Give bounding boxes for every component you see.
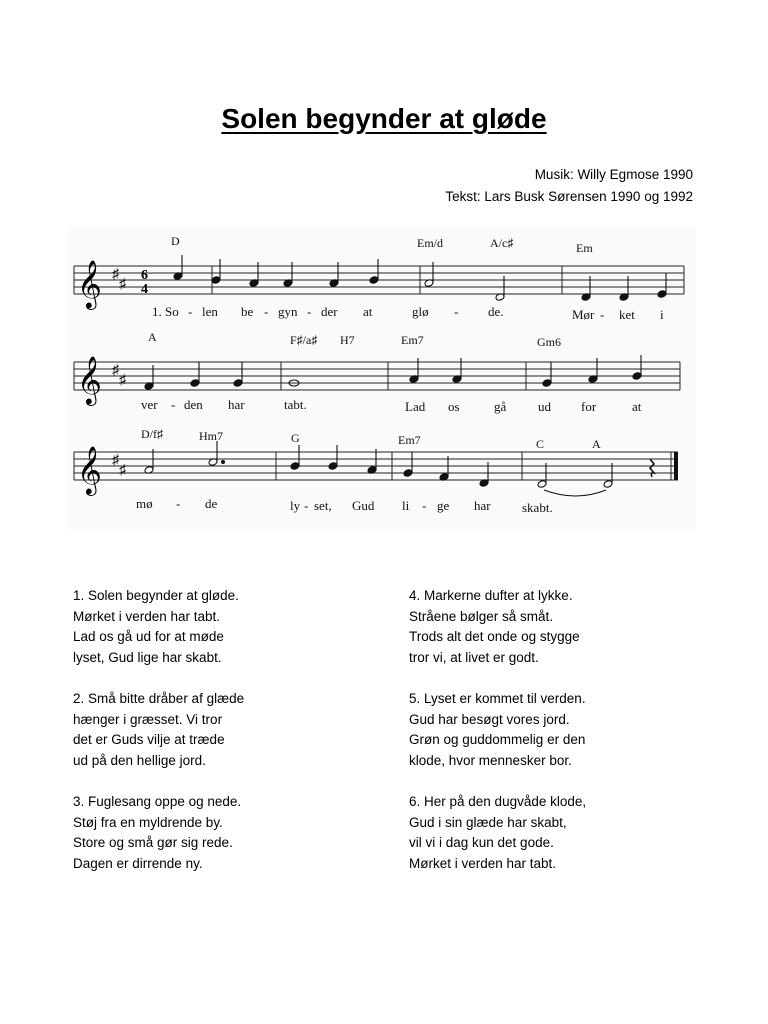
verse-line: tror vi, at livet er godt.	[409, 649, 539, 665]
verse-line: Grøn og guddommelig er den	[409, 732, 586, 748]
verse-line: Store og små gør sig rede.	[73, 835, 233, 851]
lyric-syllable: -	[454, 304, 459, 319]
sharp-c-icon: ♯	[119, 461, 126, 477]
lyric-syllable: Gud	[352, 498, 375, 513]
chord-label: Hm7	[199, 429, 223, 443]
lyric-syllable: ud	[538, 399, 551, 414]
sharp-f-icon: ♯	[112, 361, 119, 377]
verse-line: 5. Lyset er kommet til verden.	[409, 690, 586, 706]
verse-line: det er Guds vilje at træde	[73, 732, 225, 748]
verse-line: 3. Fuglesang oppe og nede.	[73, 793, 242, 809]
staff-3	[74, 427, 678, 515]
verse-line: Dagen er dirrende ny.	[73, 855, 203, 871]
lyric-syllable: -	[307, 304, 312, 319]
lyric-syllable: ge	[437, 498, 450, 513]
treble-clef-icon: 𝄞	[77, 445, 102, 494]
lyric-syllable: os	[448, 399, 460, 414]
lyric-syllable: at	[363, 304, 373, 319]
chord-label: H7	[340, 333, 355, 347]
lyric-syllable: -	[264, 304, 269, 319]
lyric-syllable: de.	[488, 304, 504, 319]
lyric-syllable: li	[402, 498, 410, 513]
lyric-syllable: -	[600, 307, 605, 322]
verse-line: 2. Små bitte dråber af glæde	[73, 690, 245, 706]
lyric-syllable: glø	[412, 304, 429, 319]
lyric-syllable: -	[422, 498, 427, 513]
quarter-rest-icon	[650, 459, 654, 477]
chord-label: Em/d	[417, 236, 443, 250]
staff-2	[74, 330, 680, 414]
sheet-music	[68, 226, 696, 530]
lyric-syllable: set,	[314, 498, 332, 513]
verse-line: 1. Solen begynder at gløde.	[73, 588, 239, 603]
lyric-syllable: -	[304, 498, 309, 513]
lyric-syllable: -	[171, 397, 176, 412]
time-signature-top: 6	[141, 268, 148, 283]
song-title: Solen begynder at gløde	[221, 103, 547, 134]
notes-system-3	[144, 441, 654, 496]
treble-clef-icon: 𝄞	[77, 259, 102, 308]
verse-line: Mørket i verden har tabt.	[73, 608, 221, 624]
text-credit: Tekst: Lars Busk Sørensen 1990 og 1992	[445, 189, 693, 204]
chord-label: A	[592, 437, 601, 451]
verse-6	[409, 792, 586, 874]
chord-label: C	[536, 437, 545, 451]
time-signature-bottom: 4	[141, 282, 148, 297]
verse-line: Stråene bølger så småt.	[409, 608, 554, 624]
sheet-music-svg	[68, 226, 696, 530]
verse-line: ud på den hellige jord.	[73, 752, 206, 768]
lyric-syllable: har	[228, 397, 245, 412]
lyric-syllable: at	[632, 399, 642, 414]
lyric-syllable: len	[202, 304, 218, 319]
verse-line: hænger i græsset. Vi tror	[73, 711, 223, 727]
lyric-syllable: ket	[619, 307, 635, 322]
lyric-syllable: -	[176, 496, 181, 511]
verse-line: 4. Markerne dufter at lykke.	[409, 588, 573, 603]
verse-2	[73, 689, 244, 771]
lyric-syllable: for	[581, 399, 597, 414]
verse-line: Gud har besøgt vores jord.	[409, 711, 570, 727]
verse-line: Mørket i verden har tabt.	[409, 855, 557, 871]
verse-line: vil vi i dag kun det gode.	[409, 835, 554, 851]
chord-label: Em	[576, 241, 593, 255]
chord-label: D/f♯	[141, 427, 163, 441]
staff-1	[74, 234, 684, 322]
verse-4	[409, 586, 586, 668]
lyric-syllable: Lad	[405, 399, 426, 414]
lyric-syllable: den	[184, 397, 203, 412]
credits	[445, 164, 693, 208]
sharp-f-icon: ♯	[112, 265, 119, 281]
sharp-f-icon: ♯	[112, 451, 119, 467]
chord-label: Em7	[398, 433, 421, 447]
verse-line: Gud i sin glæde har skabt,	[409, 814, 567, 830]
notes-system-2	[144, 355, 642, 390]
chord-label: G	[291, 431, 300, 445]
lyric-syllable: ver	[141, 397, 158, 412]
lyric-syllable: i	[660, 307, 664, 322]
chord-label: Em7	[401, 333, 424, 347]
lyric-syllable: be	[241, 304, 254, 319]
verse-line: 6. Her på den dugvåde klode,	[409, 793, 587, 809]
lyric-syllable: ly	[290, 498, 301, 513]
verse-line: klode, hvor mennesker bor.	[409, 752, 572, 768]
lyric-syllable: gå	[494, 399, 507, 414]
verse-line: Støj fra en myldrende by.	[73, 814, 223, 830]
lyric-syllable: mø	[136, 496, 153, 511]
verse-line: Trods alt det onde og stygge	[409, 629, 580, 645]
lyric-syllable: skabt.	[522, 500, 553, 515]
lyric-syllable: der	[321, 304, 338, 319]
verse-3	[73, 792, 244, 874]
verse-line: Lad os gå ud for at møde	[73, 629, 224, 645]
chord-label: D	[171, 234, 180, 248]
verse-5	[409, 689, 586, 771]
lyric-syllable: de	[205, 496, 218, 511]
lyric-syllable: -	[188, 304, 193, 319]
verse-line: lyset, Gud lige har skabt.	[73, 649, 222, 665]
chord-label: F♯/a♯	[290, 333, 318, 347]
sharp-c-icon: ♯	[119, 371, 126, 387]
lyric-syllable: gyn	[278, 304, 298, 319]
lyric-syllable: tabt.	[284, 397, 307, 412]
chord-label: A	[148, 330, 157, 344]
music-credit: Musik: Willy Egmose 1990	[534, 167, 693, 182]
verses-right-column	[409, 586, 586, 895]
chord-label: A/c♯	[490, 236, 514, 250]
verse-1	[73, 586, 244, 668]
treble-clef-icon: 𝄞	[77, 355, 102, 404]
chord-label: Gm6	[537, 335, 561, 349]
lyric-syllable: 1. So	[152, 304, 179, 319]
sharp-c-icon: ♯	[119, 275, 126, 291]
final-barline	[674, 452, 678, 480]
verses-left-column	[73, 586, 244, 895]
lyric-syllable: Mør	[572, 307, 595, 322]
lyric-syllable: har	[474, 498, 491, 513]
